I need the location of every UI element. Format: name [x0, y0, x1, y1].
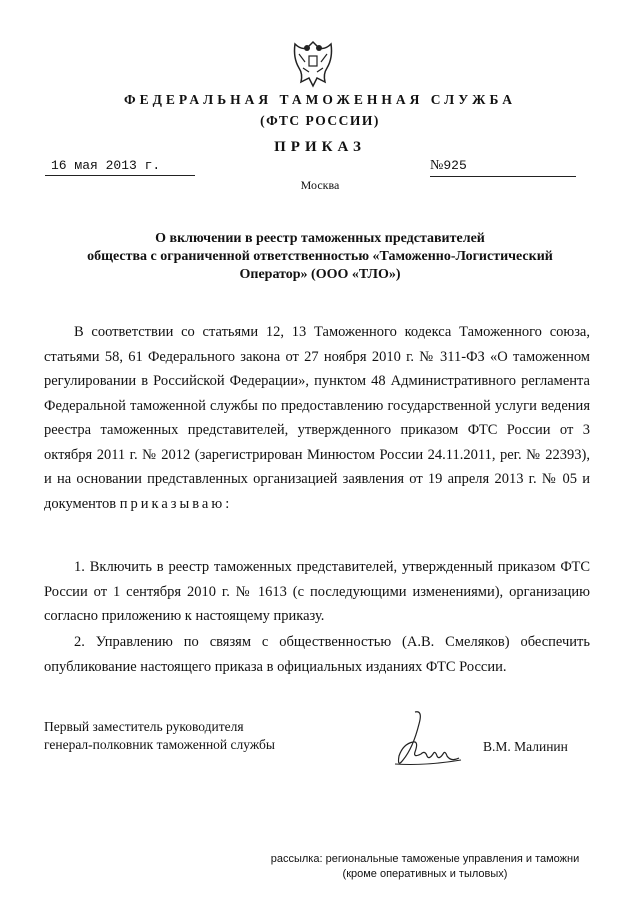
signatory-position — [44, 718, 275, 754]
signatory-name: В.М. Малинин — [483, 739, 568, 754]
order-number-field — [430, 158, 576, 177]
order-item-2 — [44, 630, 590, 679]
number-sign: № — [430, 158, 444, 173]
title-line: общества с ограниченной ответственностью «Таможенно-Логистический — [87, 249, 553, 264]
city: Москва — [300, 178, 340, 192]
item-text: 1. Включить в реестр таможенных представителей, утвержденный приказом ФТС России от 1 сентября 2010 г. № 1613 (с последующими изменениями), организацию согласно приложению к настоящему приказу. — [44, 559, 590, 624]
order-number: 925 — [443, 158, 467, 173]
distribution-line: рассылка: региональные таможеные управления и таможни — [270, 853, 580, 865]
distribution-line: (кроме оперативных и тыловых) — [342, 868, 508, 880]
agency-short-name: (ФТС РОССИИ) — [260, 113, 380, 128]
preamble-text: В соответствии со статьями 12, 13 Таможенного кодекса Таможенного союза, статьями 58, 61 Федерального закона от 27 ноября 2010 г. № 311-ФЗ «О таможенном регулировании в Российской Федерации», пунктом 48 Административного регламента Федеральной таможенной службы по предоставлению государственной услуги ведения реестра таможенных представителей, утвержденного приказом ФТС России от 3 октября 2011 г. № 2012 (зарегистрирован Минюстом России 24.11.2011, рег. № 22393), и на основании представленных организацией заявления от 19 апреля 2013 г. № 05 и документов — [44, 324, 590, 512]
distribution-note — [240, 852, 610, 882]
preamble-paragraph — [44, 320, 590, 516]
position-line: Первый заместитель руководителя — [44, 719, 244, 734]
title-line: Оператор» (ООО «ТЛО») — [239, 267, 401, 282]
agency-name: ФЕДЕРАЛЬНАЯ ТАМОЖЕННАЯ СЛУЖБА — [124, 92, 516, 107]
handwritten-signature — [385, 708, 465, 778]
coat-of-arms-emblem — [289, 38, 337, 90]
order-word: приказываю: — [119, 495, 233, 512]
document-type: ПРИКАЗ — [274, 139, 366, 155]
order-item-1 — [44, 555, 590, 629]
document-title — [80, 230, 560, 284]
item-text: 2. Управлению по связям с общественностью (А.В. Смеляков) обеспечить опубликование настоящего приказа в официальных изданиях ФТС России. — [44, 634, 590, 675]
order-date: 16 мая 2013 г. — [45, 158, 195, 176]
title-line: О включении в реестр таможенных представителей — [155, 231, 485, 246]
position-line: генерал-полковник таможенной службы — [44, 737, 275, 752]
